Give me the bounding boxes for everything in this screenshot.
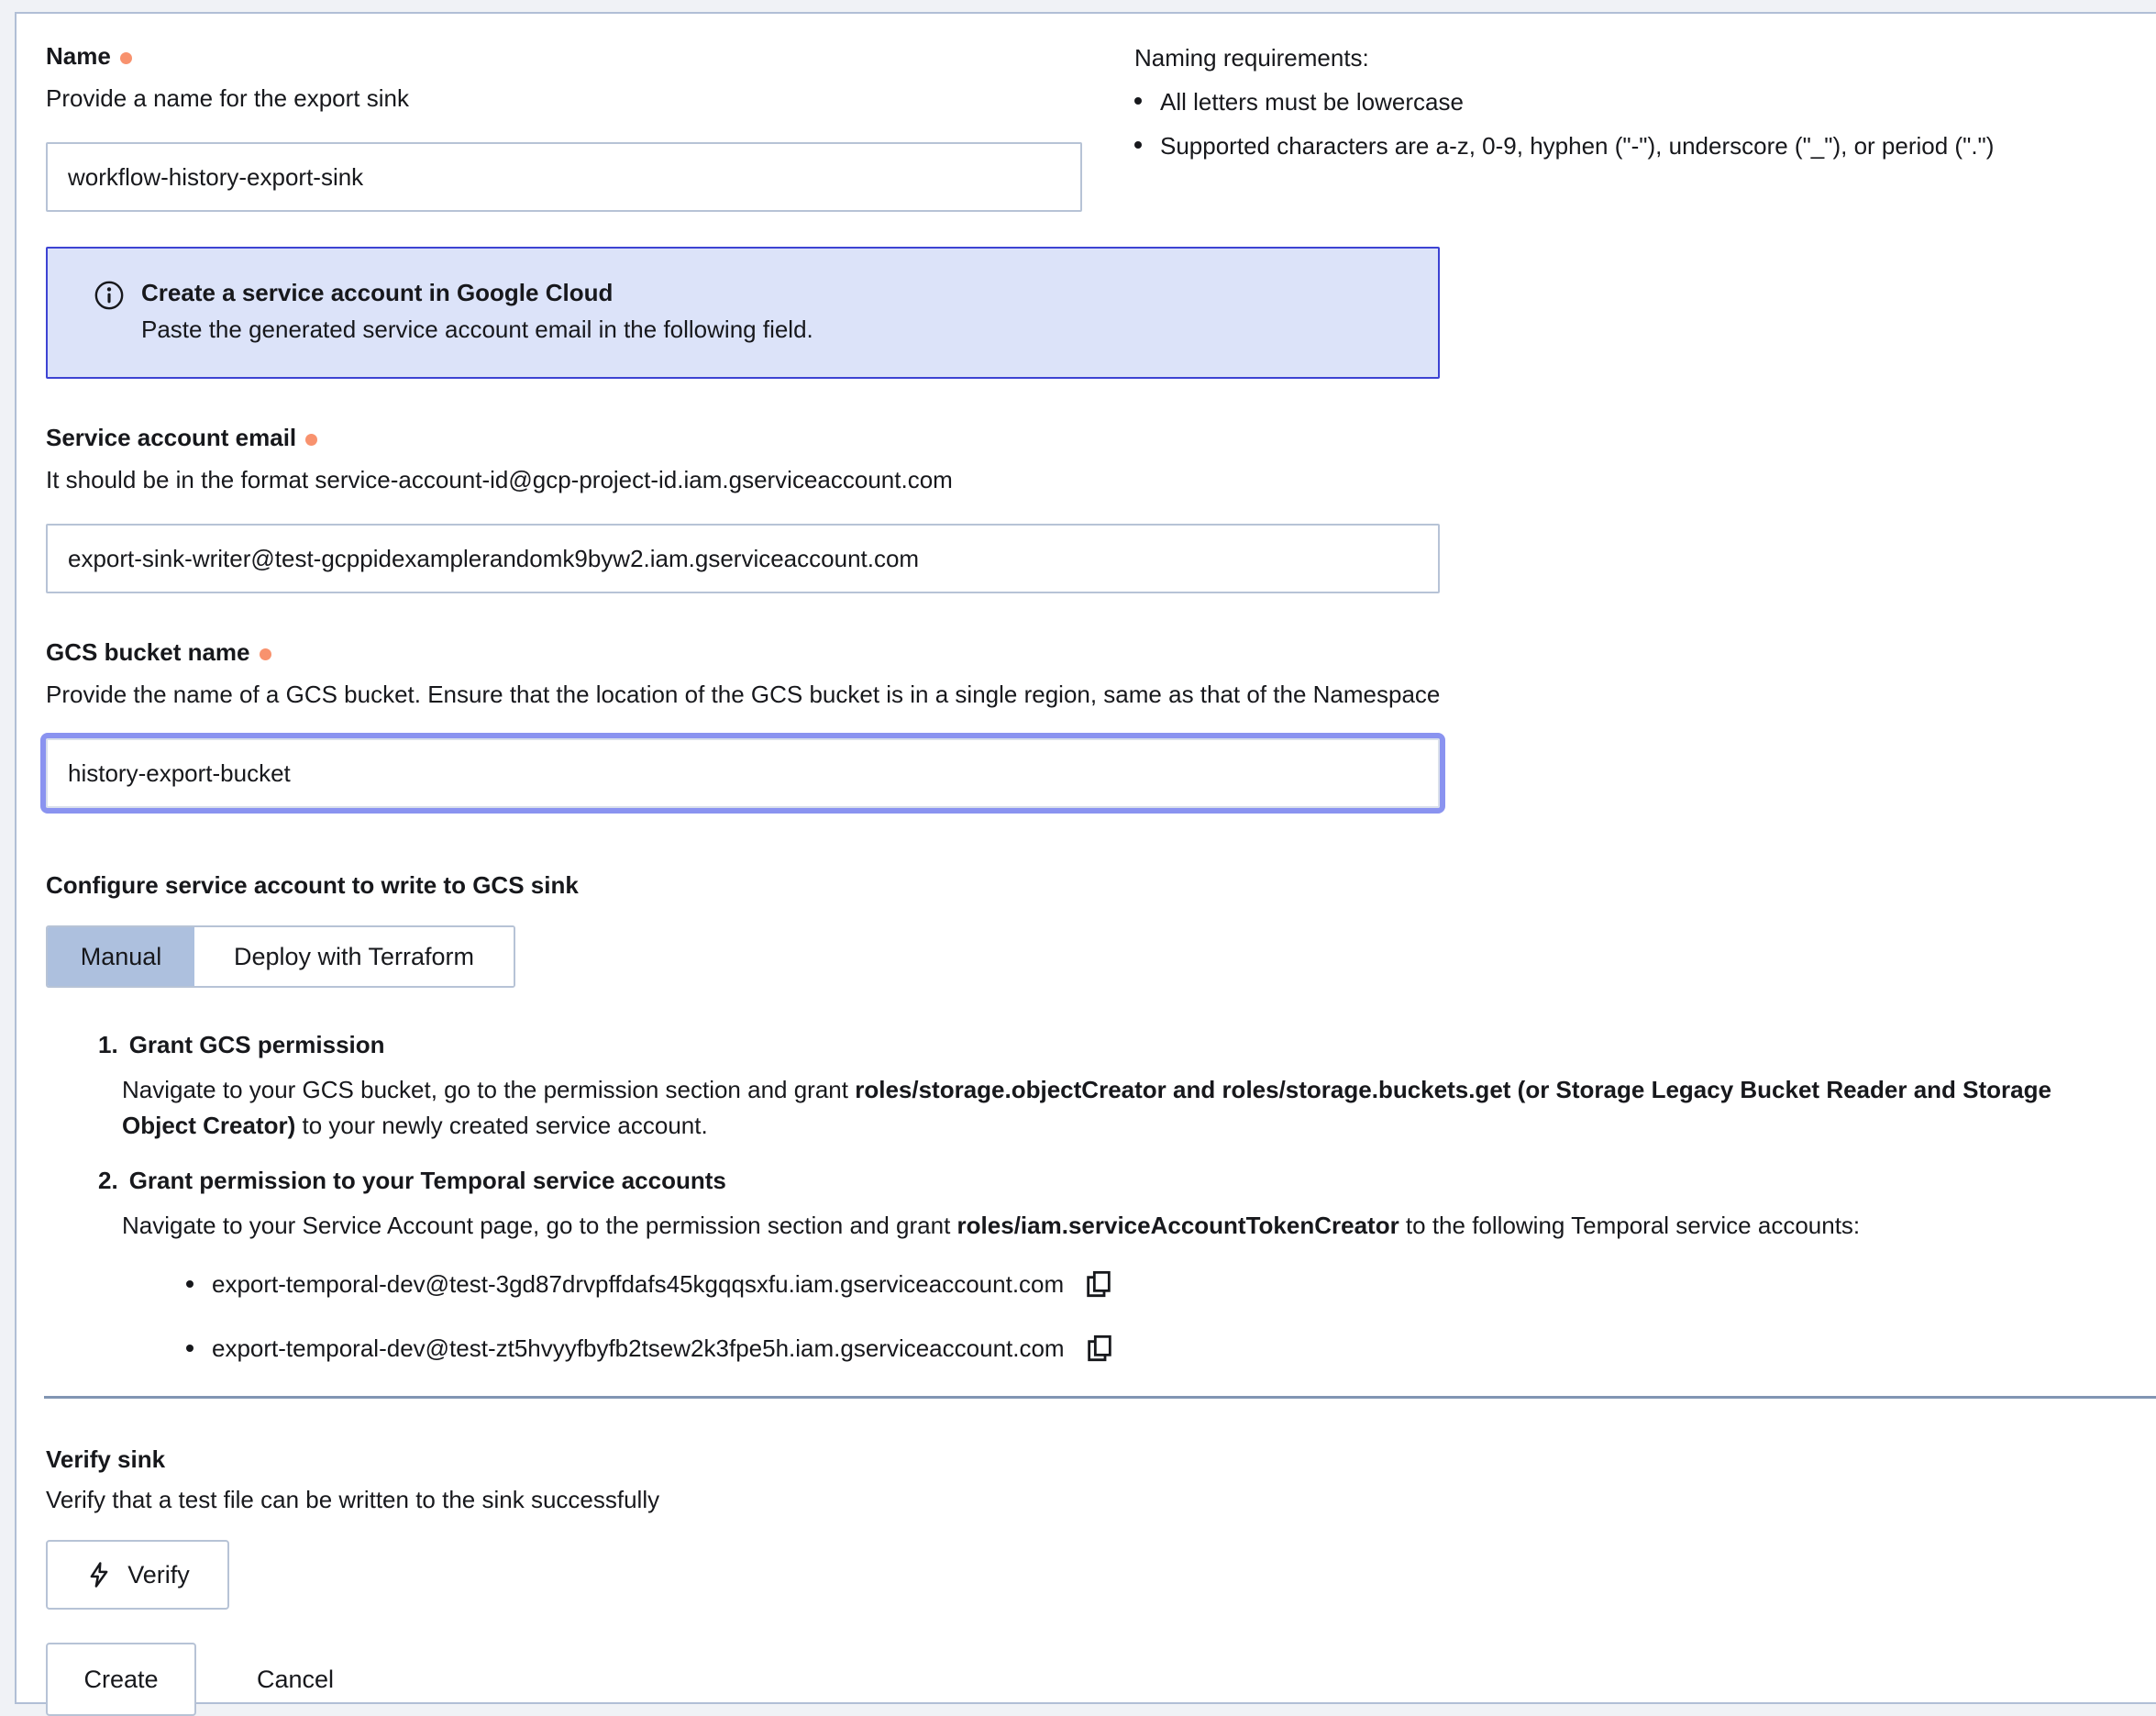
name-description: Provide a name for the export sink <box>46 84 409 112</box>
step-number: 2. <box>98 1167 118 1194</box>
footer-actions <box>46 1643 2132 1716</box>
manual-steps <box>98 1028 2132 1365</box>
step-title-text: Grant permission to your Temporal service accounts <box>128 1167 726 1194</box>
step-body-text: to the following Temporal service accounts: <box>1399 1212 1861 1239</box>
list-item <box>186 1332 2132 1365</box>
service-account-info-banner <box>46 247 1440 379</box>
required-dot <box>305 434 317 446</box>
step-grant-gcs-permission <box>98 1028 2132 1144</box>
service-account-email-input[interactable] <box>46 524 1440 593</box>
service-account-field-group <box>46 421 2132 593</box>
naming-requirements <box>1134 39 2132 162</box>
naming-requirements-list <box>1134 85 2132 162</box>
info-banner-body: Paste the generated service account email in the following field. <box>141 316 813 343</box>
step-body <box>122 1208 2121 1244</box>
step-number: 1. <box>98 1031 118 1058</box>
section-divider <box>44 1396 2156 1399</box>
configure-section <box>46 869 2132 1365</box>
cancel-button[interactable]: Cancel <box>257 1663 334 1696</box>
step-title <box>98 1028 2132 1061</box>
required-dot <box>120 52 132 64</box>
naming-requirement-text: Supported characters are a-z, 0-9, hyphen ("-"), underscore ("_"), or period (".") <box>1160 132 1995 160</box>
info-banner-title: Create a service account in Google Cloud <box>141 279 614 306</box>
lightning-icon <box>85 1561 113 1589</box>
step-title <box>98 1164 2132 1197</box>
info-icon <box>94 276 125 311</box>
verify-button[interactable] <box>46 1540 229 1610</box>
verify-section-title: Verify sink <box>46 1445 166 1473</box>
step-body-text: to your newly created service account. <box>295 1112 708 1139</box>
bullet-dot-icon <box>186 1280 193 1288</box>
list-item <box>1134 85 2132 118</box>
create-button[interactable]: Create <box>46 1643 196 1716</box>
verify-button-label: Verify <box>127 1561 190 1589</box>
temporal-accounts-list <box>186 1268 2132 1365</box>
naming-requirements-title: Naming requirements: <box>1134 44 1369 72</box>
configure-tab-group <box>46 925 515 988</box>
naming-requirement-text: All letters must be lowercase <box>1160 88 1464 116</box>
step-body-text: Navigate to your GCS bucket, go to the permission section and grant <box>122 1076 856 1103</box>
name-input[interactable] <box>46 142 1082 212</box>
bucket-field-group <box>46 636 2132 808</box>
bucket-label-text: GCS bucket name <box>46 638 250 666</box>
bucket-description: Provide the name of a GCS bucket. Ensure that the location of the GCS bucket is in a single region, same as that of the Namespace <box>46 681 1441 708</box>
service-account-label <box>46 421 2132 454</box>
info-banner-text <box>141 276 813 346</box>
list-item <box>1134 129 2132 162</box>
name-label-text: Name <box>46 42 111 70</box>
configure-section-title: Configure service account to write to GCS sink <box>46 871 579 899</box>
step-body <box>122 1072 2121 1144</box>
name-label <box>46 39 1082 72</box>
step-grant-temporal-permission <box>98 1164 2132 1365</box>
verify-section <box>46 1443 2132 1610</box>
name-field-group <box>46 39 1082 212</box>
bullet-dot-icon <box>1134 141 1142 149</box>
step-title-text: Grant GCS permission <box>128 1031 385 1058</box>
bucket-label <box>46 636 2132 669</box>
temporal-account-email: export-temporal-dev@test-zt5hvyyfbyfb2tsew2k3fpe5h.iam.gserviceaccount.com <box>212 1334 1065 1362</box>
copy-icon[interactable] <box>1085 1334 1114 1363</box>
top-row <box>46 39 2132 212</box>
step-body-bold: roles/storage.objectCreator and roles/storage.buckets.get (or Storage Legacy Bucket Reader and Storage Object Creator) <box>122 1076 2051 1139</box>
tab-manual[interactable]: Manual <box>48 927 194 986</box>
copy-icon[interactable] <box>1084 1269 1113 1299</box>
step-body-bold: roles/iam.serviceAccountTokenCreator <box>956 1212 1399 1239</box>
list-item <box>186 1268 2132 1301</box>
bullet-dot-icon <box>1134 97 1142 105</box>
temporal-account-email: export-temporal-dev@test-3gd87drvpffdafs45kgqqsxfu.iam.gserviceaccount.com <box>212 1270 1065 1298</box>
required-dot <box>260 648 271 660</box>
step-body-text: Navigate to your Service Account page, go to the permission section and grant <box>122 1212 957 1239</box>
tab-deploy-with-terraform[interactable]: Deploy with Terraform <box>194 927 514 986</box>
verify-section-description: Verify that a test file can be written to the sink successfully <box>46 1486 660 1513</box>
bullet-dot-icon <box>186 1345 193 1352</box>
service-account-label-text: Service account email <box>46 424 297 451</box>
export-sink-form-panel <box>15 12 2156 1704</box>
bucket-name-input[interactable] <box>46 738 1440 808</box>
service-account-description: It should be in the format service-account-id@gcp-project-id.iam.gserviceaccount.com <box>46 466 953 493</box>
